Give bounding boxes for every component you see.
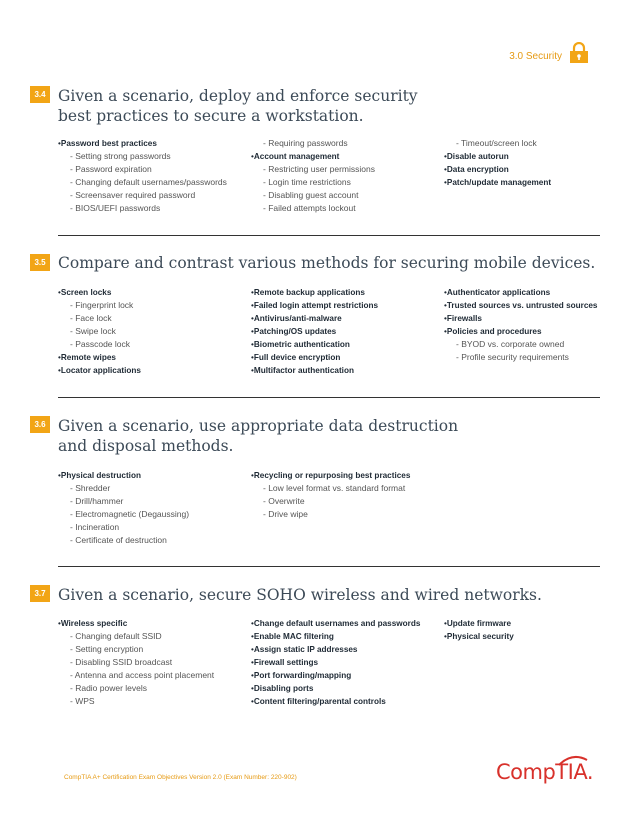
list-subitem: - Changing default usernames/passwords: [58, 176, 227, 189]
list-item: • Remote backup applications: [251, 286, 378, 299]
list-subitem: - Incineration: [58, 521, 189, 534]
list-item: • Remote wipes: [58, 351, 141, 364]
objective-title: [58, 253, 595, 273]
list-item: • Locator applications: [58, 364, 141, 377]
list-subitem: - Setting encryption: [58, 643, 214, 656]
list-subitem: - Shredder: [58, 482, 189, 495]
list-subitem: - Setting strong passwords: [58, 150, 227, 163]
objective-column-1: [58, 286, 141, 377]
list-item: • Firewall settings: [251, 656, 420, 669]
list-item: • Disabling ports: [251, 682, 420, 695]
objective-column-2: [251, 469, 410, 521]
list-item: • Patch/update management: [444, 176, 551, 189]
list-subitem: - Failed attempts lockout: [251, 202, 375, 215]
list-item: • Firewalls: [444, 312, 597, 325]
list-item: • Enable MAC filtering: [251, 630, 420, 643]
list-subitem: - BIOS/UEFI passwords: [58, 202, 227, 215]
section-divider: [58, 566, 600, 567]
list-subitem: - Radio power levels: [58, 682, 214, 695]
objective-column-3: [444, 137, 551, 189]
list-item: • Full device encryption: [251, 351, 378, 364]
list-item: • Antivirus/anti-malware: [251, 312, 378, 325]
objective-title: [58, 585, 542, 605]
objective-column-2: [251, 617, 420, 708]
logo-text: CompTIA.: [496, 760, 593, 784]
objective-column-1: [58, 137, 227, 215]
list-subitem: - Swipe lock: [58, 325, 141, 338]
list-item: • Biometric authentication: [251, 338, 378, 351]
objective-number-badge: 3.5: [30, 254, 50, 271]
list-item: • Assign static IP addresses: [251, 643, 420, 656]
title-line: Compare and contrast various methods for securing mobile devices.: [58, 254, 596, 272]
title-line: Given a scenario, secure SOHO wireless and wired networks.: [58, 586, 542, 604]
list-subitem: - Disabling SSID broadcast: [58, 656, 214, 669]
title-line: and disposal methods.: [58, 437, 234, 455]
objective-column-1: [58, 617, 214, 708]
list-subitem: - Timeout/screen lock: [444, 137, 551, 150]
logo-swoosh-icon: [558, 754, 588, 766]
objective-column-2: [251, 286, 378, 377]
list-subitem: - Screensaver required password: [58, 189, 227, 202]
list-item: • Policies and procedures: [444, 325, 597, 338]
list-subitem: - Profile security requirements: [444, 351, 597, 364]
list-item: • Physical security: [444, 630, 514, 643]
list-item: • Recycling or repurposing best practices: [251, 469, 410, 482]
comptia-logo: [496, 760, 598, 790]
section-header-label: 3.0 Security: [509, 51, 562, 62]
list-item: • Change default usernames and passwords: [251, 617, 420, 630]
list-item: • Authenticator applications: [444, 286, 597, 299]
objective-number-badge: 3.6: [30, 416, 50, 433]
list-item: • Failed login attempt restrictions: [251, 299, 378, 312]
list-item: • Patching/OS updates: [251, 325, 378, 338]
title-line: best practices to secure a workstation.: [58, 107, 364, 125]
objective-number-badge: 3.4: [30, 86, 50, 103]
list-item: • Content filtering/parental controls: [251, 695, 420, 708]
list-subitem: - BYOD vs. corporate owned: [444, 338, 597, 351]
list-item: • Port forwarding/mapping: [251, 669, 420, 682]
list-subitem: - Overwrite: [251, 495, 410, 508]
objective-title: [58, 86, 418, 126]
list-item: • Trusted sources vs. untrusted sources: [444, 299, 597, 312]
list-subitem: - Changing default SSID: [58, 630, 214, 643]
objective-column-1: [58, 469, 189, 547]
list-item: • Physical destruction: [58, 469, 189, 482]
list-subitem: - Face lock: [58, 312, 141, 325]
list-subitem: - Low level format vs. standard format: [251, 482, 410, 495]
list-subitem: - Antenna and access point placement: [58, 669, 214, 682]
list-subitem: - Electromagnetic (Degaussing): [58, 508, 189, 521]
title-line: Given a scenario, deploy and enforce security: [58, 87, 418, 105]
list-subitem: - WPS: [58, 695, 214, 708]
list-item: • Update firmware: [444, 617, 514, 630]
list-item: • Wireless specific: [58, 617, 214, 630]
list-item: • Screen locks: [58, 286, 141, 299]
list-subitem: - Certificate of destruction: [58, 534, 189, 547]
list-item: • Password best practices: [58, 137, 227, 150]
list-subitem: - Restricting user permissions: [251, 163, 375, 176]
list-subitem: - Disabling guest account: [251, 189, 375, 202]
list-subitem: - Passcode lock: [58, 338, 141, 351]
objective-column-3: [444, 286, 597, 364]
section-divider: [58, 397, 600, 398]
objective-number-badge: 3.7: [30, 585, 50, 602]
list-subitem: - Requiring passwords: [251, 137, 375, 150]
list-subitem: - Password expiration: [58, 163, 227, 176]
list-item: • Multifactor authentication: [251, 364, 378, 377]
objective-column-3: [444, 617, 514, 643]
list-item: • Account management: [251, 150, 375, 163]
list-item: • Disable autorun: [444, 150, 551, 163]
objective-title: [58, 416, 458, 456]
section-divider: [58, 235, 600, 236]
list-subitem: - Drill/hammer: [58, 495, 189, 508]
footer-text: CompTIA A+ Certification Exam Objectives Version 2.0 (Exam Number: 220-902): [64, 774, 297, 781]
title-line: Given a scenario, use appropriate data destruction: [58, 417, 459, 435]
objective-column-2: [251, 137, 375, 215]
lock-icon: [569, 42, 589, 63]
list-subitem: - Login time restrictions: [251, 176, 375, 189]
list-item: • Data encryption: [444, 163, 551, 176]
list-subitem: - Drive wipe: [251, 508, 410, 521]
list-subitem: - Fingerprint lock: [58, 299, 141, 312]
